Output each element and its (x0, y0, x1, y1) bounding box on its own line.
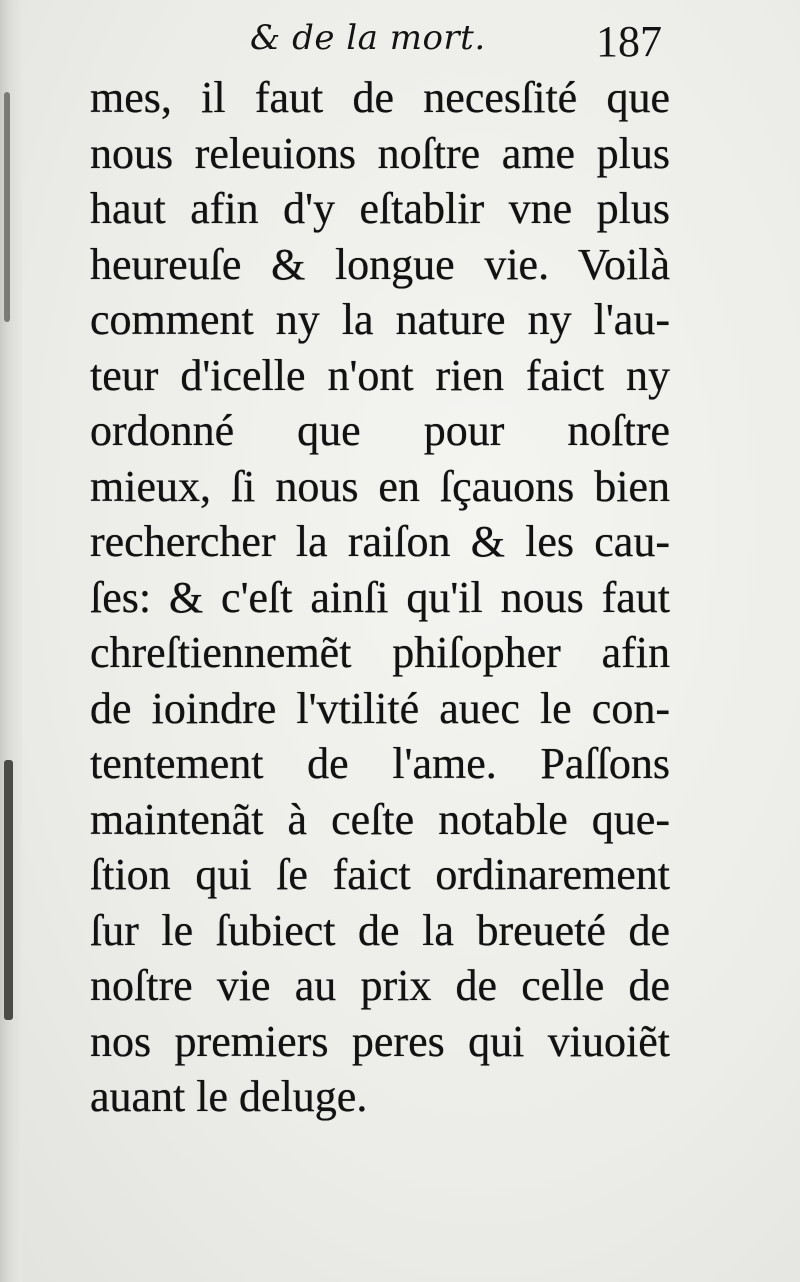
running-head-title: & de la mort. (250, 18, 486, 58)
page-number: 187 (596, 17, 662, 66)
text-line: ſes: & c'eſt ainſi qu'il nous faut (90, 572, 670, 622)
running-head (0, 14, 800, 70)
text-line: comment ny la nature ny l'au- (90, 295, 670, 344)
text-line: nos premiers peres qui viuoiẽt (90, 1016, 670, 1066)
body-text (90, 70, 670, 1125)
text-line: ordonné que pour noſtre (90, 406, 670, 455)
text-line: ſur le ſubiect de la breueté de (90, 905, 670, 955)
text-line: mes, il faut de necesſité que (90, 73, 670, 122)
text-line: mieux, ſi nous en ſçauons bien (90, 461, 670, 511)
text-line: haut afin d'y eſtablir vne plus (90, 184, 670, 233)
text-line: heureuſe & longue vie. Voilà (90, 239, 670, 289)
binding-thread (4, 92, 10, 322)
text-line: maintenãt à ceſte notable que- (90, 794, 670, 844)
text-line: noſtre vie au prix de celle de (90, 961, 670, 1010)
text-line: de ioindre l'vtilité auec le con- (90, 683, 670, 733)
text-line: rechercher la raiſon & les cau- (90, 517, 670, 566)
text-line: ſtion qui ſe faict ordinarement (90, 850, 670, 899)
text-line: teur d'icelle n'ont rien faict ny (90, 350, 670, 400)
binding-thread (4, 760, 13, 1020)
text-line: chreſtiennemẽt phiſopher afin (90, 628, 670, 677)
page-binding-edge (0, 0, 22, 1282)
text-line: auant le deluge. (90, 1072, 368, 1121)
text-line: tentement de l'ame. Paſſons (90, 739, 670, 788)
text-line: nous releuions noſtre ame plus (90, 128, 670, 178)
